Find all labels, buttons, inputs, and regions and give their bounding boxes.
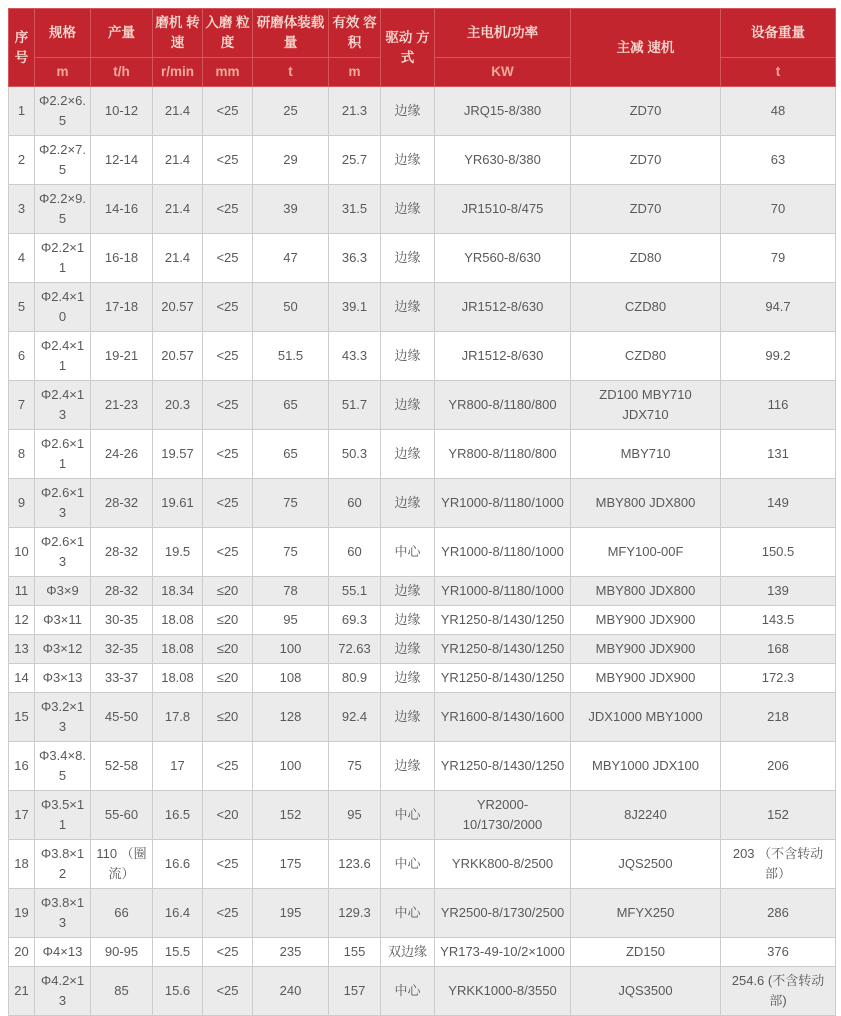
table-cell: 75 [253, 479, 329, 528]
table-cell: 29 [253, 136, 329, 185]
table-cell: 235 [253, 938, 329, 967]
table-cell: 152 [721, 791, 836, 840]
table-row [9, 234, 836, 283]
table-cell: YR1000-8/1180/1000 [435, 479, 571, 528]
table-cell: 99.2 [721, 332, 836, 381]
table-cell: 143.5 [721, 606, 836, 635]
table-row [9, 136, 836, 185]
table-cell: MFY100-00F [571, 528, 721, 577]
table-cell: YRKK1000-8/3550 [435, 967, 571, 1016]
table-cell: 60 [329, 528, 381, 577]
table-cell: 63 [721, 136, 836, 185]
table-cell: Φ4.2×13 [35, 967, 91, 1016]
table-cell: Φ3×12 [35, 635, 91, 664]
table-cell: 65 [253, 381, 329, 430]
table-cell: 17 [9, 791, 35, 840]
table-cell: MBY1000 JDX100 [571, 742, 721, 791]
table-cell: CZD80 [571, 332, 721, 381]
unit-output: t/h [91, 58, 153, 87]
table-cell: <25 [203, 332, 253, 381]
table-cell: 20 [9, 938, 35, 967]
table-cell: 110 （圈流） [91, 840, 153, 889]
table-cell: Φ4×13 [35, 938, 91, 967]
table-cell: 边缘 [381, 635, 435, 664]
table-cell: 28-32 [91, 528, 153, 577]
table-cell: 边缘 [381, 577, 435, 606]
table-cell: 55-60 [91, 791, 153, 840]
table-cell: 51.5 [253, 332, 329, 381]
table-cell: 45-50 [91, 693, 153, 742]
table-cell: 10 [9, 528, 35, 577]
table-cell: 80.9 [329, 664, 381, 693]
spec-table [8, 8, 836, 1016]
table-cell: <25 [203, 136, 253, 185]
table-cell: 19-21 [91, 332, 153, 381]
table-cell: 203 （不含转动部） [721, 840, 836, 889]
table-cell: 边缘 [381, 136, 435, 185]
table-cell: YR1000-8/1180/1000 [435, 528, 571, 577]
table-cell: ZD100 MBY710 JDX710 [571, 381, 721, 430]
table-cell: Φ3.2×13 [35, 693, 91, 742]
table-cell: 1 [9, 87, 35, 136]
table-cell: 172.3 [721, 664, 836, 693]
table-cell: YR1250-8/1430/1250 [435, 742, 571, 791]
table-cell: 66 [91, 889, 153, 938]
table-cell: JR1512-8/630 [435, 283, 571, 332]
table-cell: 21-23 [91, 381, 153, 430]
table-row [9, 185, 836, 234]
table-cell: 240 [253, 967, 329, 1016]
table-cell: Φ2.4×13 [35, 381, 91, 430]
table-cell: MBY800 JDX800 [571, 479, 721, 528]
table-cell: YR1000-8/1180/1000 [435, 577, 571, 606]
table-row [9, 332, 836, 381]
table-cell: 128 [253, 693, 329, 742]
table-cell: 中心 [381, 791, 435, 840]
table-cell: 31.5 [329, 185, 381, 234]
table-cell: 8J2240 [571, 791, 721, 840]
table-cell: 129.3 [329, 889, 381, 938]
table-cell: 中心 [381, 889, 435, 938]
table-cell: 2 [9, 136, 35, 185]
table-cell: 19 [9, 889, 35, 938]
table-cell: YR2500-8/1730/2500 [435, 889, 571, 938]
table-cell: 16.5 [153, 791, 203, 840]
table-cell: 中心 [381, 840, 435, 889]
table-cell: <25 [203, 528, 253, 577]
table-cell: <20 [203, 791, 253, 840]
table-cell: 168 [721, 635, 836, 664]
table-cell: MBY800 JDX800 [571, 577, 721, 606]
table-cell: 中心 [381, 967, 435, 1016]
table-cell: 边缘 [381, 742, 435, 791]
table-cell: ≤20 [203, 693, 253, 742]
table-cell: YR560-8/630 [435, 234, 571, 283]
unit-spec: m [35, 58, 91, 87]
table-cell: MBY710 [571, 430, 721, 479]
table-cell: ZD70 [571, 87, 721, 136]
table-row [9, 938, 836, 967]
table-row [9, 528, 836, 577]
table-cell: <25 [203, 283, 253, 332]
table-cell: 95 [253, 606, 329, 635]
table-cell: 5 [9, 283, 35, 332]
table-cell: 108 [253, 664, 329, 693]
table-cell: YR800-8/1180/800 [435, 430, 571, 479]
table-cell: 18.08 [153, 664, 203, 693]
table-cell: 21.4 [153, 87, 203, 136]
table-cell: 边缘 [381, 283, 435, 332]
table-cell: 195 [253, 889, 329, 938]
table-cell: 32-35 [91, 635, 153, 664]
table-cell: 16-18 [91, 234, 153, 283]
table-cell: 70 [721, 185, 836, 234]
table-cell: 28-32 [91, 479, 153, 528]
table-cell: 206 [721, 742, 836, 791]
table-cell: 12-14 [91, 136, 153, 185]
table-cell: Φ3×11 [35, 606, 91, 635]
table-cell: 39 [253, 185, 329, 234]
table-cell: 25.7 [329, 136, 381, 185]
table-cell: <25 [203, 938, 253, 967]
table-cell: <25 [203, 185, 253, 234]
table-cell: Φ3.8×13 [35, 889, 91, 938]
table-cell: 16.6 [153, 840, 203, 889]
table-cell: JRQ15-8/380 [435, 87, 571, 136]
table-cell: 50 [253, 283, 329, 332]
table-cell: YR1600-8/1430/1600 [435, 693, 571, 742]
table-cell: ZD150 [571, 938, 721, 967]
table-row [9, 693, 836, 742]
col-header-reducer: 主减 速机 [571, 9, 721, 87]
table-cell: 92.4 [329, 693, 381, 742]
table-cell: 72.63 [329, 635, 381, 664]
table-row [9, 381, 836, 430]
table-cell: 79 [721, 234, 836, 283]
table-cell: Φ2.6×11 [35, 430, 91, 479]
table-cell: Φ2.6×13 [35, 528, 91, 577]
table-cell: <25 [203, 889, 253, 938]
table-cell: 边缘 [381, 87, 435, 136]
table-cell: 边缘 [381, 185, 435, 234]
table-cell: 75 [329, 742, 381, 791]
unit-feed-size: mm [203, 58, 253, 87]
table-cell: ≤20 [203, 635, 253, 664]
table-cell: 15.6 [153, 967, 203, 1016]
table-cell: 50.3 [329, 430, 381, 479]
table-cell: MBY900 JDX900 [571, 635, 721, 664]
table-cell: 52-58 [91, 742, 153, 791]
table-cell: 边缘 [381, 606, 435, 635]
table-row [9, 889, 836, 938]
table-cell: 116 [721, 381, 836, 430]
col-header-effective-volume: 有效 容积 [329, 9, 381, 58]
table-cell: <25 [203, 381, 253, 430]
table-cell: Φ3.8×12 [35, 840, 91, 889]
table-cell: 12 [9, 606, 35, 635]
table-cell: 边缘 [381, 479, 435, 528]
table-row [9, 635, 836, 664]
table-cell: ZD80 [571, 234, 721, 283]
table-cell: 17.8 [153, 693, 203, 742]
table-cell: JR1510-8/475 [435, 185, 571, 234]
table-cell: 18.08 [153, 606, 203, 635]
col-header-drive-mode: 驱动 方式 [381, 9, 435, 87]
table-cell: ≤20 [203, 577, 253, 606]
table-cell: 16 [9, 742, 35, 791]
table-cell: MBY900 JDX900 [571, 606, 721, 635]
table-cell: 21 [9, 967, 35, 1016]
table-cell: 47 [253, 234, 329, 283]
table-cell: 17 [153, 742, 203, 791]
col-header-output: 产量 [91, 9, 153, 58]
table-cell: 20.3 [153, 381, 203, 430]
table-cell: 78 [253, 577, 329, 606]
table-cell: 123.6 [329, 840, 381, 889]
table-cell: 24-26 [91, 430, 153, 479]
table-cell: 48 [721, 87, 836, 136]
table-cell: 33-37 [91, 664, 153, 693]
table-cell: 10-12 [91, 87, 153, 136]
table-row [9, 840, 836, 889]
table-cell: 中心 [381, 528, 435, 577]
table-cell: Φ2.2×9.5 [35, 185, 91, 234]
table-cell: 边缘 [381, 234, 435, 283]
table-cell: 152 [253, 791, 329, 840]
table-header [9, 9, 836, 87]
table-cell: MFYX250 [571, 889, 721, 938]
header-label-row [9, 9, 836, 58]
table-cell: 95 [329, 791, 381, 840]
table-cell: 边缘 [381, 664, 435, 693]
table-cell: YR1250-8/1430/1250 [435, 664, 571, 693]
table-cell: 19.61 [153, 479, 203, 528]
table-cell: 边缘 [381, 430, 435, 479]
table-cell: 双边缘 [381, 938, 435, 967]
table-cell: 55.1 [329, 577, 381, 606]
table-cell: 60 [329, 479, 381, 528]
table-row [9, 430, 836, 479]
col-header-feed-size: 入磨 粒度 [203, 9, 253, 58]
col-header-main-motor: 主电机/功率 [435, 9, 571, 58]
table-cell: Φ2.2×7.5 [35, 136, 91, 185]
table-cell: 20.57 [153, 283, 203, 332]
table-cell: YR1250-8/1430/1250 [435, 635, 571, 664]
table-cell: <25 [203, 967, 253, 1016]
table-cell: 16.4 [153, 889, 203, 938]
table-cell: CZD80 [571, 283, 721, 332]
table-cell: 131 [721, 430, 836, 479]
table-cell: 21.4 [153, 185, 203, 234]
table-cell: 21.4 [153, 136, 203, 185]
table-cell: 90-95 [91, 938, 153, 967]
table-cell: 218 [721, 693, 836, 742]
table-cell: 21.4 [153, 234, 203, 283]
table-cell: 36.3 [329, 234, 381, 283]
col-header-serial: 序号 [9, 9, 35, 87]
table-row [9, 791, 836, 840]
table-cell: YR1250-8/1430/1250 [435, 606, 571, 635]
table-cell: 17-18 [91, 283, 153, 332]
table-cell: 6 [9, 332, 35, 381]
table-cell: 11 [9, 577, 35, 606]
table-cell: 254.6 (不含转动部) [721, 967, 836, 1016]
table-cell: YR173-49-10/2×1000 [435, 938, 571, 967]
table-cell: 85 [91, 967, 153, 1016]
table-cell: 175 [253, 840, 329, 889]
table-cell: 286 [721, 889, 836, 938]
table-cell: ≤20 [203, 606, 253, 635]
table-cell: Φ3.5×11 [35, 791, 91, 840]
table-cell: 9 [9, 479, 35, 528]
table-cell: 18 [9, 840, 35, 889]
table-cell: Φ3×9 [35, 577, 91, 606]
col-header-mill-speed: 磨机 转速 [153, 9, 203, 58]
table-row [9, 479, 836, 528]
unit-media-load: t [253, 58, 329, 87]
table-row [9, 577, 836, 606]
table-cell: <25 [203, 479, 253, 528]
table-cell: 18.08 [153, 635, 203, 664]
table-row [9, 283, 836, 332]
table-cell: 155 [329, 938, 381, 967]
table-cell: 43.3 [329, 332, 381, 381]
table-cell: JR1512-8/630 [435, 332, 571, 381]
table-cell: MBY900 JDX900 [571, 664, 721, 693]
table-cell: 51.7 [329, 381, 381, 430]
table-cell: YR800-8/1180/800 [435, 381, 571, 430]
table-cell: 8 [9, 430, 35, 479]
table-cell: ZD70 [571, 185, 721, 234]
unit-weight: t [721, 58, 836, 87]
table-cell: 28-32 [91, 577, 153, 606]
table-row [9, 664, 836, 693]
table-cell: 25 [253, 87, 329, 136]
table-cell: <25 [203, 87, 253, 136]
table-cell: 100 [253, 742, 329, 791]
col-header-spec: 规格 [35, 9, 91, 58]
table-cell: 4 [9, 234, 35, 283]
table-cell: 376 [721, 938, 836, 967]
table-row [9, 742, 836, 791]
table-cell: 7 [9, 381, 35, 430]
table-cell: 75 [253, 528, 329, 577]
table-cell: YRKK800-8/2500 [435, 840, 571, 889]
table-cell: Φ2.4×10 [35, 283, 91, 332]
table-cell: JDX1000 MBY1000 [571, 693, 721, 742]
table-cell: 14-16 [91, 185, 153, 234]
table-cell: 18.34 [153, 577, 203, 606]
table-cell: Φ2.2×11 [35, 234, 91, 283]
table-cell: ≤20 [203, 664, 253, 693]
table-cell: 15 [9, 693, 35, 742]
table-body [9, 87, 836, 1016]
table-cell: JQS3500 [571, 967, 721, 1016]
table-cell: YR630-8/380 [435, 136, 571, 185]
table-cell: 21.3 [329, 87, 381, 136]
table-cell: YR2000-10/1730/2000 [435, 791, 571, 840]
table-cell: 19.57 [153, 430, 203, 479]
table-cell: Φ2.2×6.5 [35, 87, 91, 136]
table-cell: 19.5 [153, 528, 203, 577]
table-cell: Φ2.6×13 [35, 479, 91, 528]
table-cell: Φ3.4×8.5 [35, 742, 91, 791]
table-row [9, 87, 836, 136]
table-cell: 边缘 [381, 332, 435, 381]
table-cell: 69.3 [329, 606, 381, 635]
table-cell: 15.5 [153, 938, 203, 967]
table-cell: ZD70 [571, 136, 721, 185]
table-cell: 3 [9, 185, 35, 234]
table-cell: 13 [9, 635, 35, 664]
unit-effective-volume: m [329, 58, 381, 87]
table-cell: 100 [253, 635, 329, 664]
table-cell: JQS2500 [571, 840, 721, 889]
table-cell: <25 [203, 234, 253, 283]
col-header-weight: 设备重量 [721, 9, 836, 58]
unit-main-motor: KW [435, 58, 571, 87]
table-cell: 20.57 [153, 332, 203, 381]
table-cell: 150.5 [721, 528, 836, 577]
table-row [9, 967, 836, 1016]
table-cell: 65 [253, 430, 329, 479]
table-cell: 139 [721, 577, 836, 606]
table-cell: 边缘 [381, 693, 435, 742]
table-cell: 14 [9, 664, 35, 693]
table-cell: 39.1 [329, 283, 381, 332]
table-cell: <25 [203, 742, 253, 791]
table-cell: 149 [721, 479, 836, 528]
unit-mill-speed: r/min [153, 58, 203, 87]
table-cell: 94.7 [721, 283, 836, 332]
table-row [9, 606, 836, 635]
table-cell: Φ3×13 [35, 664, 91, 693]
table-cell: 157 [329, 967, 381, 1016]
table-cell: <25 [203, 840, 253, 889]
table-cell: Φ2.4×11 [35, 332, 91, 381]
table-cell: 30-35 [91, 606, 153, 635]
table-cell: 边缘 [381, 381, 435, 430]
table-cell: <25 [203, 430, 253, 479]
col-header-media-load: 研磨体装载量 [253, 9, 329, 58]
